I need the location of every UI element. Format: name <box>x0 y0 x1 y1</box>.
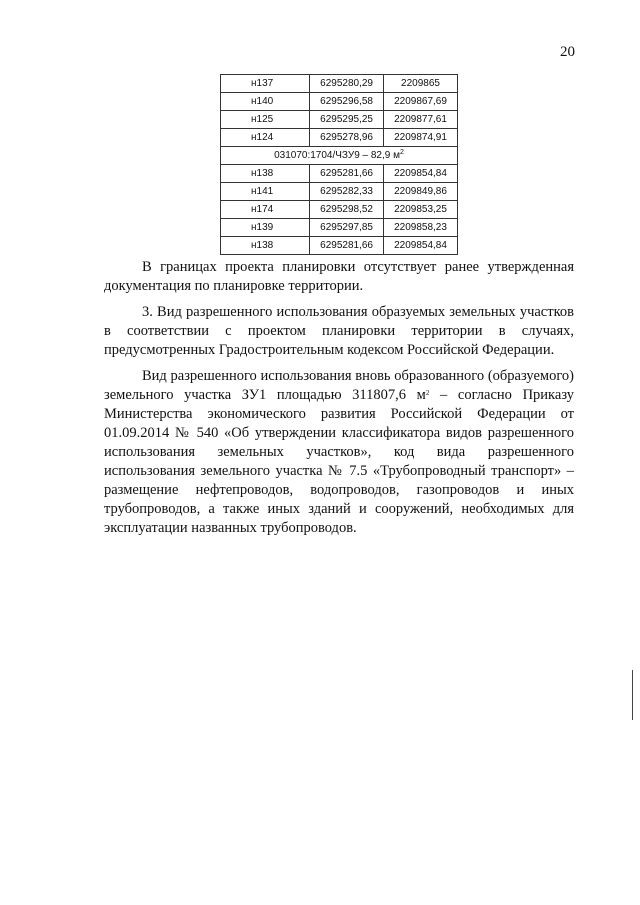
section-title: 031070:1704/ЧЗУ9 – 82,9 м <box>274 150 400 161</box>
body-text <box>104 258 574 545</box>
x-cell: 6295281,66 <box>310 165 384 183</box>
table-row <box>221 75 458 93</box>
land-use-text-end: – согласно Приказу Министерства экономического развития Российской Федерации от 01.09.2014 № 540 «Об утверждении классификатора видов разрешенного использования земельных участков», код вида разрешенного использования земельного участка № 7.5 «Трубопроводный транспорт» – размещение нефтепроводов, водопроводов, газопроводов и иных трубопроводов, а также иных зданий и сооружений, необходимых для эксплуатации названных трубопроводов. <box>104 387 574 536</box>
y-cell: 2209867,69 <box>384 93 458 111</box>
point-cell: н174 <box>221 201 310 219</box>
table-row <box>221 201 458 219</box>
point-cell: н137 <box>221 75 310 93</box>
table-row <box>221 219 458 237</box>
point-cell: н124 <box>221 129 310 147</box>
paragraph-section-3: 3. Вид разрешенного использования образуемых земельных участков в соответствии с проектом планировки территории в случаях, предусмотренных Градостроительным кодексом Российской Федерации. <box>104 304 574 358</box>
y-cell: 2209854,84 <box>384 165 458 183</box>
point-cell: н139 <box>221 219 310 237</box>
table-row <box>221 111 458 129</box>
paragraph-land-use <box>104 367 574 538</box>
table-row <box>221 129 458 147</box>
y-cell: 2209874,91 <box>384 129 458 147</box>
point-cell: н138 <box>221 165 310 183</box>
point-cell: н141 <box>221 183 310 201</box>
table-row <box>221 183 458 201</box>
table-row <box>221 93 458 111</box>
x-cell: 6295295,25 <box>310 111 384 129</box>
x-cell: 6295278,96 <box>310 129 384 147</box>
land-use-text-start: Вид разрешенного использования вновь образованного (образуемого) земельного участка ЗУ1 площадью 311807,6 м <box>104 368 574 403</box>
paragraph-no-prior-docs: В границах проекта планировки отсутствует ранее утвержденная документация по планировке территории. <box>104 259 574 294</box>
x-cell: 6295282,33 <box>310 183 384 201</box>
y-cell: 2209849,86 <box>384 183 458 201</box>
y-cell: 2209858,23 <box>384 219 458 237</box>
x-cell: 6295296,58 <box>310 93 384 111</box>
table-section-row <box>221 147 458 165</box>
x-cell: 6295297,85 <box>310 219 384 237</box>
point-cell: н138 <box>221 237 310 255</box>
point-cell: н140 <box>221 93 310 111</box>
y-cell: 2209865 <box>384 75 458 93</box>
x-cell: 6295280,29 <box>310 75 384 93</box>
y-cell: 2209854,84 <box>384 237 458 255</box>
coordinates-table <box>220 74 458 255</box>
scan-edge-line <box>632 670 633 720</box>
section-title-sup: 2 <box>400 149 404 156</box>
section-title-cell <box>221 147 458 165</box>
table-row <box>221 165 458 183</box>
y-cell: 2209877,61 <box>384 111 458 129</box>
table-row <box>221 237 458 255</box>
area-unit-sup: 2 <box>425 389 430 397</box>
x-cell: 6295281,66 <box>310 237 384 255</box>
x-cell: 6295298,52 <box>310 201 384 219</box>
point-cell: н125 <box>221 111 310 129</box>
y-cell: 2209853,25 <box>384 201 458 219</box>
page-number: 20 <box>560 44 575 60</box>
